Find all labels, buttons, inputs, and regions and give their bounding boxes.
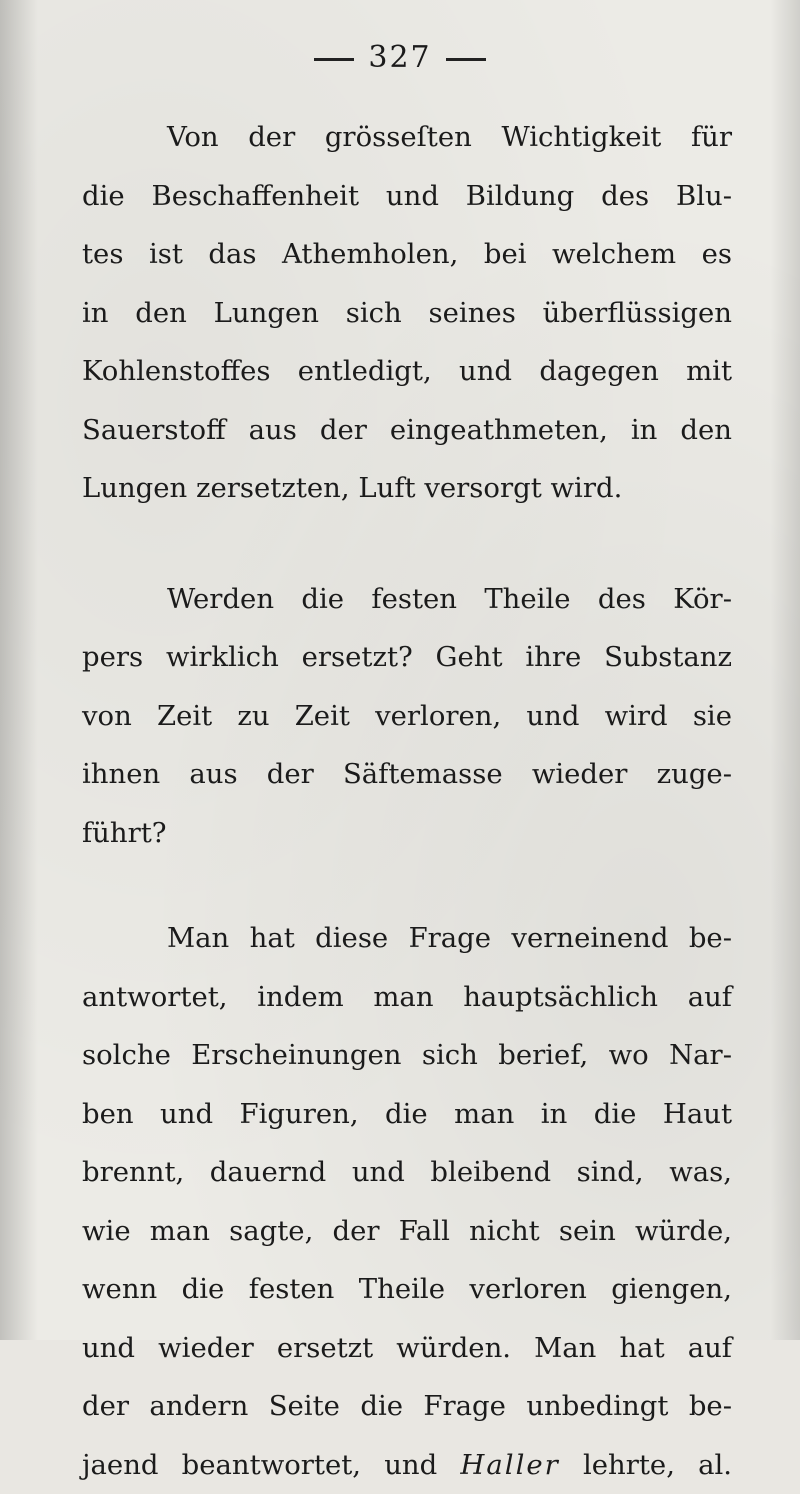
text-segment: jaend beantwortet, und	[82, 1449, 437, 1481]
text-segment: lehrte, al.	[583, 1449, 732, 1481]
text-line: der andern Seite die Frage unbedingt be-	[82, 1377, 732, 1436]
paragraph-1	[82, 108, 732, 518]
text-line: wenn die festen Theile verloren giengen,	[82, 1260, 732, 1319]
text-line: wie man sagte, der Fall nicht sein würde,	[82, 1202, 732, 1261]
paragraph-2	[82, 570, 732, 863]
header-dash-right	[446, 58, 486, 61]
paragraph-3	[82, 909, 732, 1494]
text-line: Sauerstoff aus der eingeathmeten, in den	[82, 401, 732, 460]
text-line: ben und Figuren, die man in die Haut	[82, 1085, 732, 1144]
text-line: Werden die festen Theile des Kör-	[82, 570, 732, 629]
text-line-last	[82, 1436, 732, 1494]
text-line: Man hat diese Frage verneinend be-	[82, 909, 732, 968]
page-header	[0, 40, 800, 75]
text-line: und wieder ersetzt würden. Man hat auf	[82, 1319, 732, 1378]
text-line: in den Lungen sich seines überflüssigen	[82, 284, 732, 343]
page-number: 327	[368, 40, 431, 75]
text-line: solche Erscheinungen sich berief, wo Nar-	[82, 1026, 732, 1085]
author-name: Haller	[460, 1449, 559, 1481]
text-line: ihnen aus der Säftemasse wieder zuge-	[82, 745, 732, 804]
text-line: tes ist das Athemholen, bei welchem es	[82, 225, 732, 284]
text-line: von Zeit zu Zeit verloren, und wird sie	[82, 687, 732, 746]
page-edge-shadow	[770, 0, 800, 1340]
body-text	[82, 108, 732, 1494]
text-line: die Beschaffenheit und Bildung des Blu-	[82, 167, 732, 226]
text-line: Kohlenstoffes entledigt, und dagegen mit	[82, 342, 732, 401]
text-line: antwortet, indem man hauptsächlich auf	[82, 968, 732, 1027]
text-line: Von der grösseſten Wichtigkeit für	[82, 108, 732, 167]
page-spine-shadow	[0, 0, 38, 1340]
header-dash-left	[314, 58, 354, 61]
text-line: brennt, dauernd und bleibend sind, was,	[82, 1143, 732, 1202]
text-line: führt?	[82, 804, 732, 863]
text-line: pers wirklich ersetzt? Geht ihre Substanz	[82, 628, 732, 687]
text-line: Lungen zersetzten, Luft versorgt wird.	[82, 459, 732, 518]
